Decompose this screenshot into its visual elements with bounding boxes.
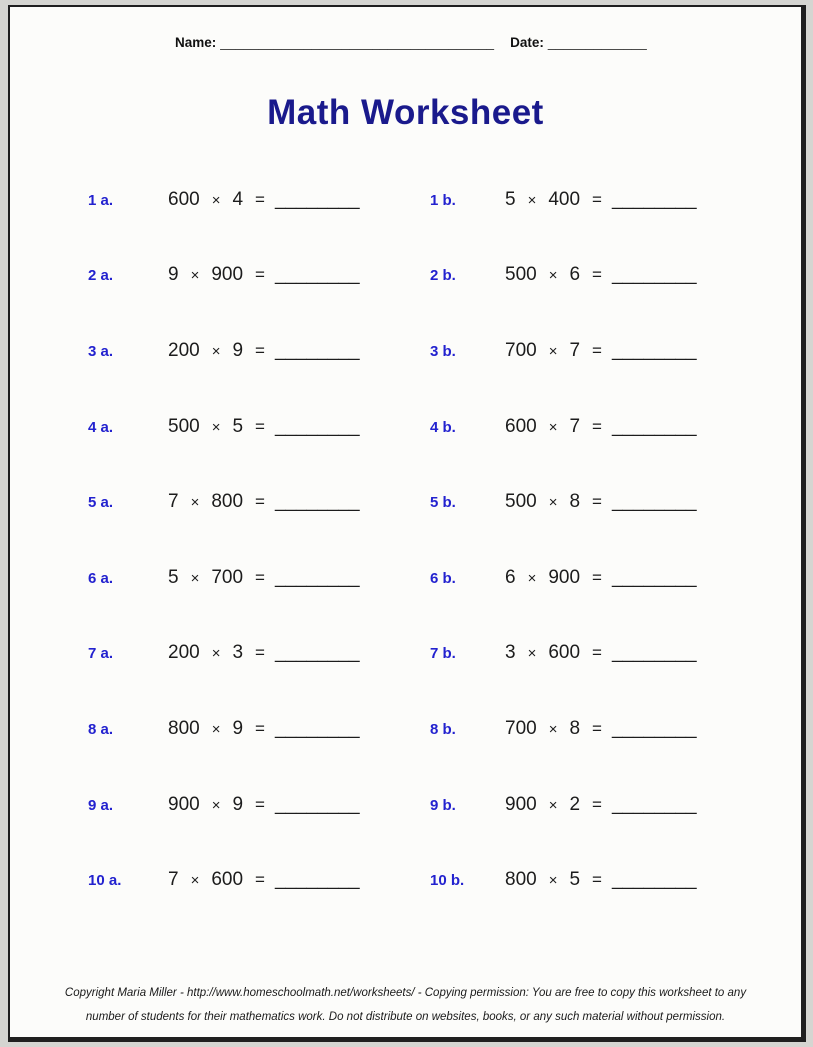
equals-sign: = (255, 492, 265, 512)
problem-label: 7 a. (88, 645, 114, 663)
factor2: 700 (211, 566, 244, 588)
equals-sign: = (255, 567, 265, 587)
equals-sign: = (592, 492, 602, 512)
factor1: 900 (168, 793, 200, 815)
problem-cell-a (88, 340, 430, 362)
problem-label: 7 b. (430, 645, 456, 663)
multiplication-sign: × (527, 569, 537, 587)
problem-cell-b (430, 264, 697, 286)
problem-label: 1 a. (88, 191, 114, 209)
answer-blank: ________ (274, 264, 360, 286)
problem-cell-b (430, 718, 697, 740)
problem-cell-b (430, 794, 697, 816)
factor2: 9 (232, 339, 244, 361)
equals-sign: = (255, 416, 265, 436)
problem-cell-a (88, 794, 430, 816)
factor1: 200 (168, 339, 200, 361)
problem-cell-a (88, 718, 430, 740)
problem-row (88, 767, 748, 843)
problem-row (88, 389, 748, 465)
factor1: 500 (505, 491, 537, 513)
answer-blank: ________ (274, 869, 360, 891)
problem-label: 5 a. (88, 494, 114, 512)
factor2: 900 (211, 264, 244, 286)
problem-cell-a (88, 491, 430, 513)
factor2: 600 (211, 869, 244, 891)
footer-line-1: Copyright Maria Miller - http://www.homeschoolmath.net/worksheets/ - Copying permission: You are free to copy this worksheet to any (64, 987, 747, 999)
problem-label: 3 b. (430, 342, 456, 360)
multiplication-sign: × (548, 342, 558, 360)
factor1: 7 (168, 491, 179, 513)
factor2: 400 (548, 188, 581, 210)
problem-row (88, 691, 748, 767)
equals-sign: = (255, 340, 265, 360)
factor2: 8 (569, 491, 581, 513)
problem-row (88, 238, 748, 314)
multiplication-sign: × (548, 720, 558, 738)
equals-sign: = (255, 189, 265, 209)
answer-blank: ________ (611, 264, 697, 286)
factor1: 800 (505, 869, 537, 891)
answer-blank: ________ (611, 415, 697, 437)
equals-sign: = (592, 265, 602, 285)
date-label: Date: (510, 35, 544, 50)
answer-blank: ________ (274, 188, 360, 210)
factor2: 600 (548, 642, 581, 664)
problem-row (88, 540, 748, 616)
multiplication-sign: × (527, 191, 537, 209)
problem-expression (168, 869, 360, 891)
problem-label: 5 b. (430, 494, 456, 512)
problem-row (88, 616, 748, 692)
problem-expression (168, 189, 360, 211)
factor2: 8 (569, 717, 581, 739)
factor2: 9 (232, 717, 244, 739)
multiplication-sign: × (190, 494, 200, 512)
problem-row (88, 313, 748, 389)
multiplication-sign: × (190, 872, 200, 890)
factor2: 3 (232, 642, 244, 664)
equals-sign: = (255, 643, 265, 663)
equals-sign: = (592, 416, 602, 436)
page-title: Math Worksheet (267, 93, 544, 132)
factor2: 2 (569, 793, 581, 815)
factor1: 700 (505, 339, 537, 361)
multiplication-sign: × (211, 342, 221, 360)
problem-expression (505, 567, 697, 589)
factor2: 9 (232, 793, 244, 815)
factor1: 3 (505, 642, 516, 664)
problem-label: 1 b. (430, 191, 456, 209)
answer-blank: ________ (274, 415, 360, 437)
problem-expression (168, 264, 360, 286)
factor2: 4 (232, 188, 244, 210)
answer-blank: ________ (611, 566, 697, 588)
problem-cell-b (430, 340, 697, 362)
problem-cell-b (430, 642, 697, 664)
problem-cell-b (430, 416, 697, 438)
multiplication-sign: × (211, 796, 221, 814)
answer-blank: ________ (611, 188, 697, 210)
multiplication-sign: × (548, 494, 558, 512)
multiplication-sign: × (190, 569, 200, 587)
problem-expression (505, 189, 697, 211)
problem-expression (505, 718, 697, 740)
equals-sign: = (592, 718, 602, 738)
problem-cell-a (88, 869, 430, 891)
problem-expression (168, 416, 360, 438)
problem-label: 6 a. (88, 569, 114, 587)
factor2: 7 (569, 415, 581, 437)
answer-blank: ________ (611, 491, 697, 513)
factor1: 5 (505, 188, 516, 210)
equals-sign: = (592, 340, 602, 360)
factor1: 9 (168, 264, 179, 286)
answer-blank: ________ (274, 339, 360, 361)
problem-cell-a (88, 416, 430, 438)
equals-sign: = (255, 718, 265, 738)
factor1: 600 (168, 188, 200, 210)
problem-label: 9 b. (430, 796, 456, 814)
multiplication-sign: × (211, 418, 221, 436)
answer-blank: ________ (611, 793, 697, 815)
footer-line-2: number of students for their mathematics work. Do not distribute on websites, books, or any such material without permission. (85, 1011, 726, 1023)
factor1: 6 (505, 566, 516, 588)
answer-blank: ________ (274, 642, 360, 664)
name-label: Name: (175, 35, 217, 50)
factor1: 500 (505, 264, 537, 286)
problem-label: 2 a. (88, 267, 114, 285)
problem-label: 8 a. (88, 720, 114, 738)
problem-label: 6 b. (430, 569, 456, 587)
equals-sign: = (592, 870, 602, 890)
problem-expression (168, 642, 360, 664)
problem-label: 10 b. (430, 872, 465, 890)
problem-expression (505, 869, 697, 891)
problem-expression (168, 340, 360, 362)
answer-blank: ________ (274, 491, 360, 513)
footer-copyright (10, 981, 801, 1029)
problem-expression (168, 491, 360, 513)
equals-sign: = (255, 794, 265, 814)
problems-grid (88, 162, 748, 918)
problem-expression (505, 642, 697, 664)
factor1: 500 (168, 415, 200, 437)
problem-label: 8 b. (430, 720, 456, 738)
problem-row (88, 162, 748, 238)
problem-row (88, 464, 748, 540)
factor2: 5 (232, 415, 244, 437)
multiplication-sign: × (527, 645, 537, 663)
equals-sign: = (592, 794, 602, 814)
problem-expression (168, 567, 360, 589)
problem-cell-b (430, 567, 697, 589)
factor2: 5 (569, 869, 581, 891)
answer-blank: ________ (611, 717, 697, 739)
problem-label: 4 a. (88, 418, 114, 436)
multiplication-sign: × (548, 872, 558, 890)
multiplication-sign: × (548, 796, 558, 814)
equals-sign: = (592, 643, 602, 663)
factor1: 7 (168, 869, 179, 891)
equals-sign: = (255, 870, 265, 890)
answer-blank: ________ (274, 793, 360, 815)
worksheet-page (8, 5, 806, 1042)
problem-expression (168, 718, 360, 740)
problem-expression (505, 794, 697, 816)
problem-expression (505, 264, 697, 286)
factor2: 6 (569, 264, 581, 286)
equals-sign: = (592, 189, 602, 209)
factor1: 5 (168, 566, 179, 588)
problem-label: 9 a. (88, 796, 114, 814)
name-blank-line: ____________________________________ (220, 35, 495, 50)
problem-cell-a (88, 189, 430, 211)
problem-row (88, 842, 748, 918)
factor1: 900 (505, 793, 537, 815)
multiplication-sign: × (548, 267, 558, 285)
problem-cell-b (430, 491, 697, 513)
factor1: 600 (505, 415, 537, 437)
factor1: 800 (168, 717, 200, 739)
problem-expression (505, 340, 697, 362)
answer-blank: ________ (274, 566, 360, 588)
problem-cell-b (430, 189, 697, 211)
multiplication-sign: × (211, 720, 221, 738)
answer-blank: ________ (611, 869, 697, 891)
problem-cell-b (430, 869, 697, 891)
multiplication-sign: × (190, 267, 200, 285)
equals-sign: = (255, 265, 265, 285)
factor2: 7 (569, 339, 581, 361)
multiplication-sign: × (548, 418, 558, 436)
problem-label: 3 a. (88, 342, 114, 360)
problem-cell-a (88, 264, 430, 286)
problem-label: 10 a. (88, 872, 122, 890)
multiplication-sign: × (211, 645, 221, 663)
answer-blank: ________ (611, 339, 697, 361)
problem-cell-a (88, 642, 430, 664)
factor1: 200 (168, 642, 200, 664)
problem-expression (168, 794, 360, 816)
equals-sign: = (592, 567, 602, 587)
factor1: 700 (505, 717, 537, 739)
answer-blank: ________ (274, 717, 360, 739)
problem-expression (505, 491, 697, 513)
problem-expression (505, 416, 697, 438)
problem-cell-a (88, 567, 430, 589)
problem-label: 4 b. (430, 418, 456, 436)
factor2: 900 (548, 566, 581, 588)
answer-blank: ________ (611, 642, 697, 664)
date-blank-line: _____________ (547, 35, 647, 50)
header (175, 35, 647, 50)
problem-label: 2 b. (430, 267, 456, 285)
factor2: 800 (211, 491, 244, 513)
multiplication-sign: × (211, 191, 221, 209)
